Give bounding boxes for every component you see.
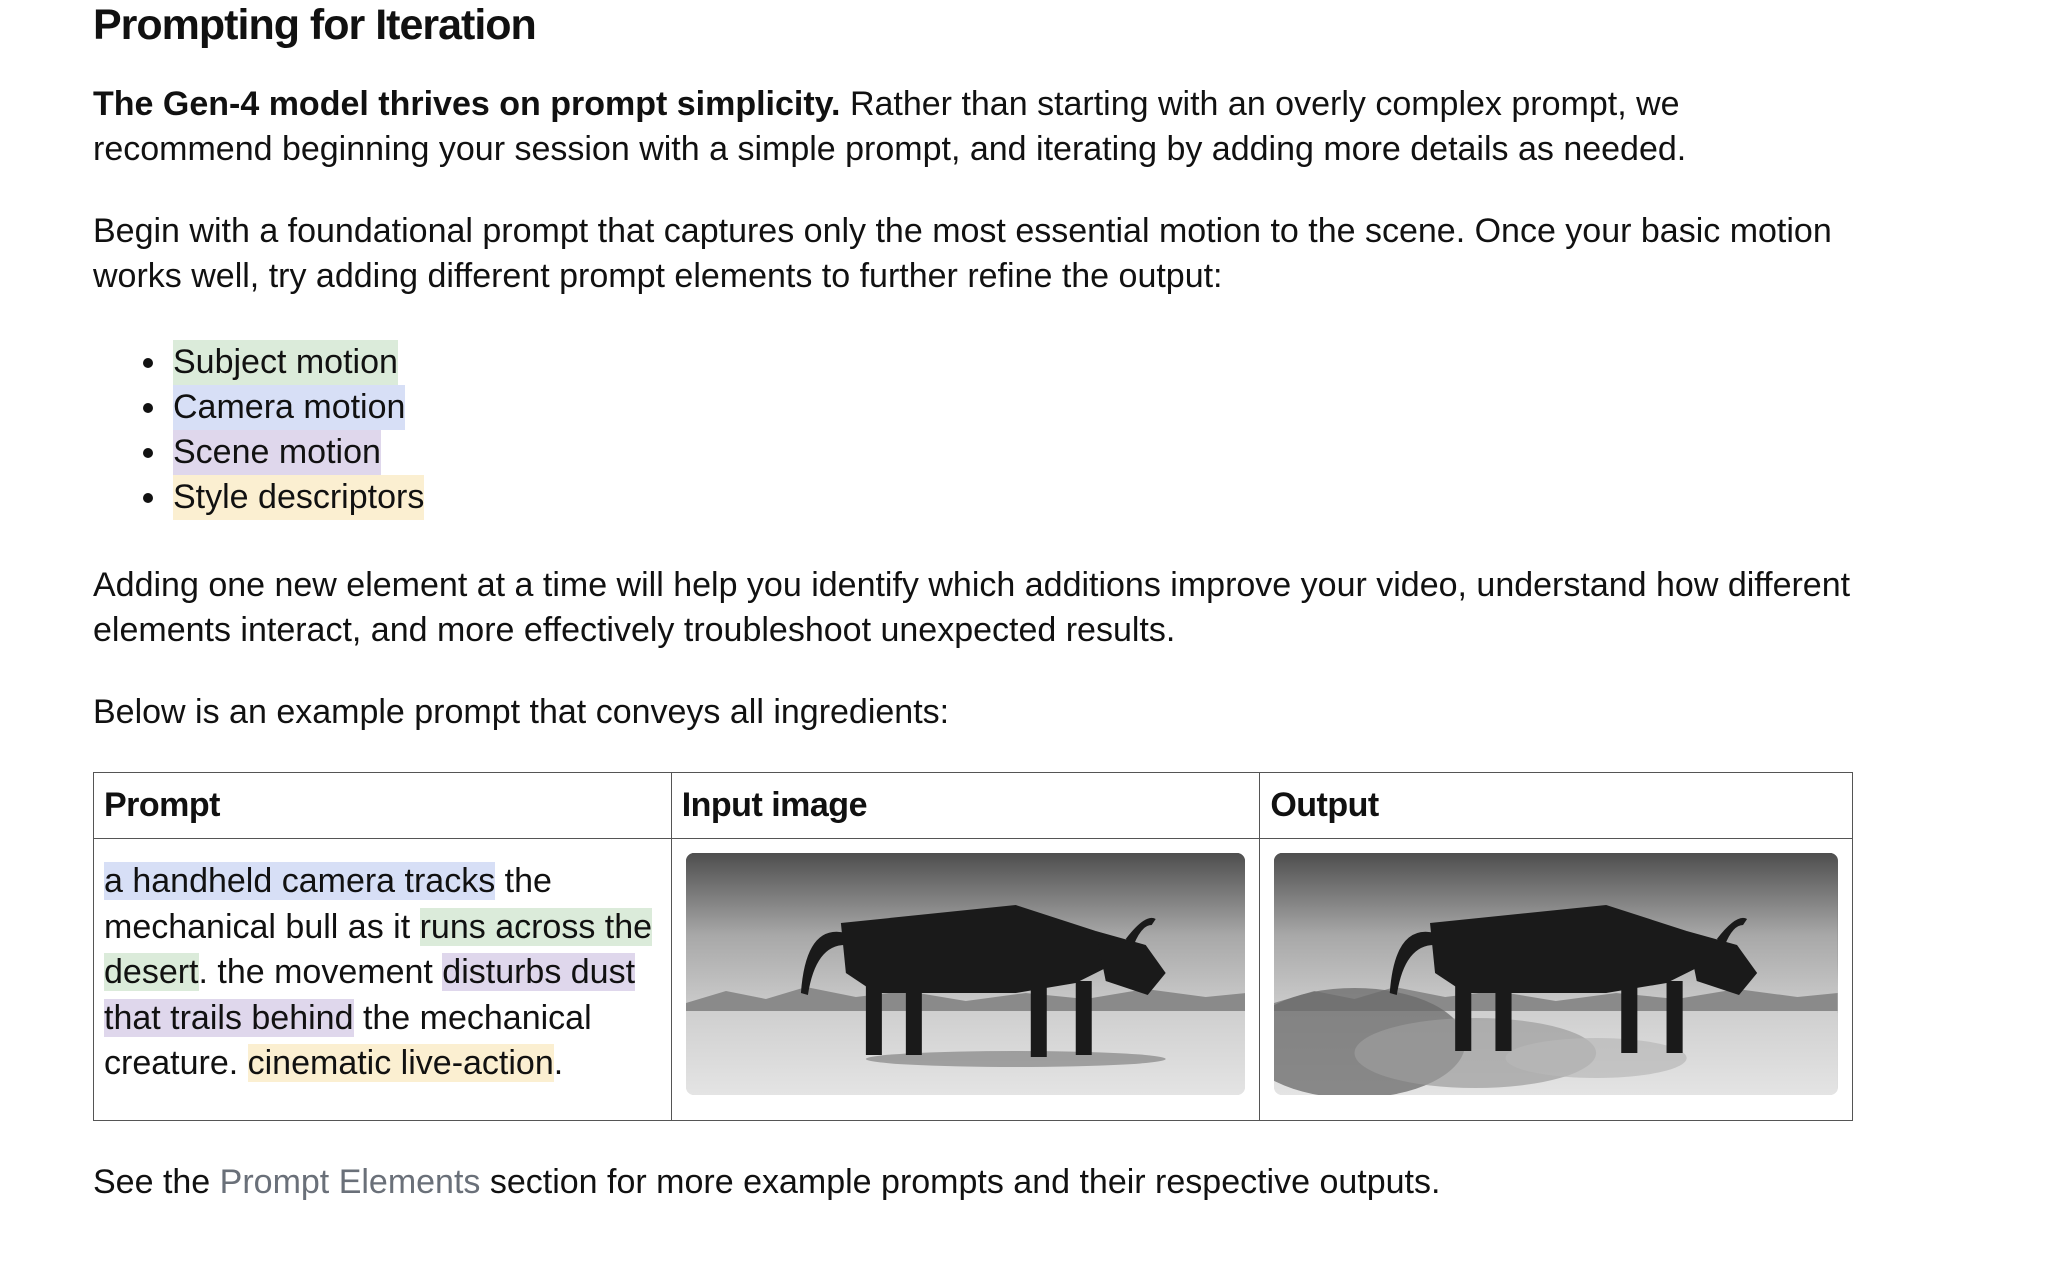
example-table <box>93 772 1853 1121</box>
prompt-text: . the movement <box>198 953 443 991</box>
intro-paragraph <box>93 82 1853 172</box>
prompt-text: the mechanical bull as it <box>104 862 552 946</box>
prompt-elements-list <box>93 340 424 520</box>
output-image <box>1274 853 1838 1095</box>
subject-motion-phrase: runs across the desert <box>104 907 653 991</box>
table-row <box>94 839 1853 1121</box>
style-descriptors-label: Style descriptors <box>173 475 424 520</box>
page-title: Prompting for Iteration <box>93 1 536 49</box>
prompt-column-header: Prompt <box>94 773 672 839</box>
list-item <box>93 430 424 475</box>
output-image-cell <box>1260 839 1853 1121</box>
input-image-column-header: Input image <box>671 773 1260 839</box>
list-item <box>93 475 424 520</box>
footer-text: section for more example prompts and their respective outputs. <box>480 1163 1441 1201</box>
bullet-icon <box>143 448 153 458</box>
prompt-text: the mechanical creature. <box>104 998 592 1082</box>
input-image-cell <box>671 839 1260 1121</box>
list-item <box>93 385 424 430</box>
bullet-icon <box>143 493 153 503</box>
output-column-header: Output <box>1260 773 1853 839</box>
subject-motion-label: Subject motion <box>173 340 398 385</box>
scene-motion-phrase: disturbs dust that trails behind <box>104 953 636 1037</box>
prompt-elements-link[interactable]: Prompt Elements <box>219 1163 481 1201</box>
iteration-paragraph: Adding one new element at a time will help you identify which additions improve your video, understand how different elements interact, and more effectively troubleshoot unexpected results. <box>93 566 1851 649</box>
example-intro-paragraph: Below is an example prompt that conveys all ingredients: <box>93 693 950 731</box>
bullet-icon <box>143 358 153 368</box>
camera-motion-phrase: a handheld camera tracks <box>104 862 496 900</box>
footer-text: See the <box>93 1163 220 1201</box>
bullet-icon <box>143 403 153 413</box>
intro-bold-text: The Gen-4 model thrives on prompt simplicity. <box>93 85 841 123</box>
footer-paragraph <box>93 1160 1853 1205</box>
table-header-row <box>94 773 1853 839</box>
prompt-text: . <box>553 1044 564 1082</box>
input-image <box>686 853 1246 1095</box>
foundational-paragraph: Begin with a foundational prompt that captures only the most essential motion to the scene. Once your basic motion works well, try adding different prompt elements to further refine the output: <box>93 212 1832 295</box>
prompt-cell <box>94 839 672 1121</box>
intro-text: Rather than starting with an overly complex prompt, we recommend beginning your session with a simple prompt, and iterating by adding more details as needed. <box>93 85 1687 168</box>
mechanical-bull-dust-image <box>1274 853 1838 1095</box>
camera-motion-label: Camera motion <box>173 385 405 430</box>
mechanical-bull-image <box>686 853 1246 1095</box>
scene-motion-label: Scene motion <box>173 430 381 475</box>
style-descriptor-phrase: cinematic live-action <box>247 1044 554 1082</box>
list-item <box>93 340 424 385</box>
